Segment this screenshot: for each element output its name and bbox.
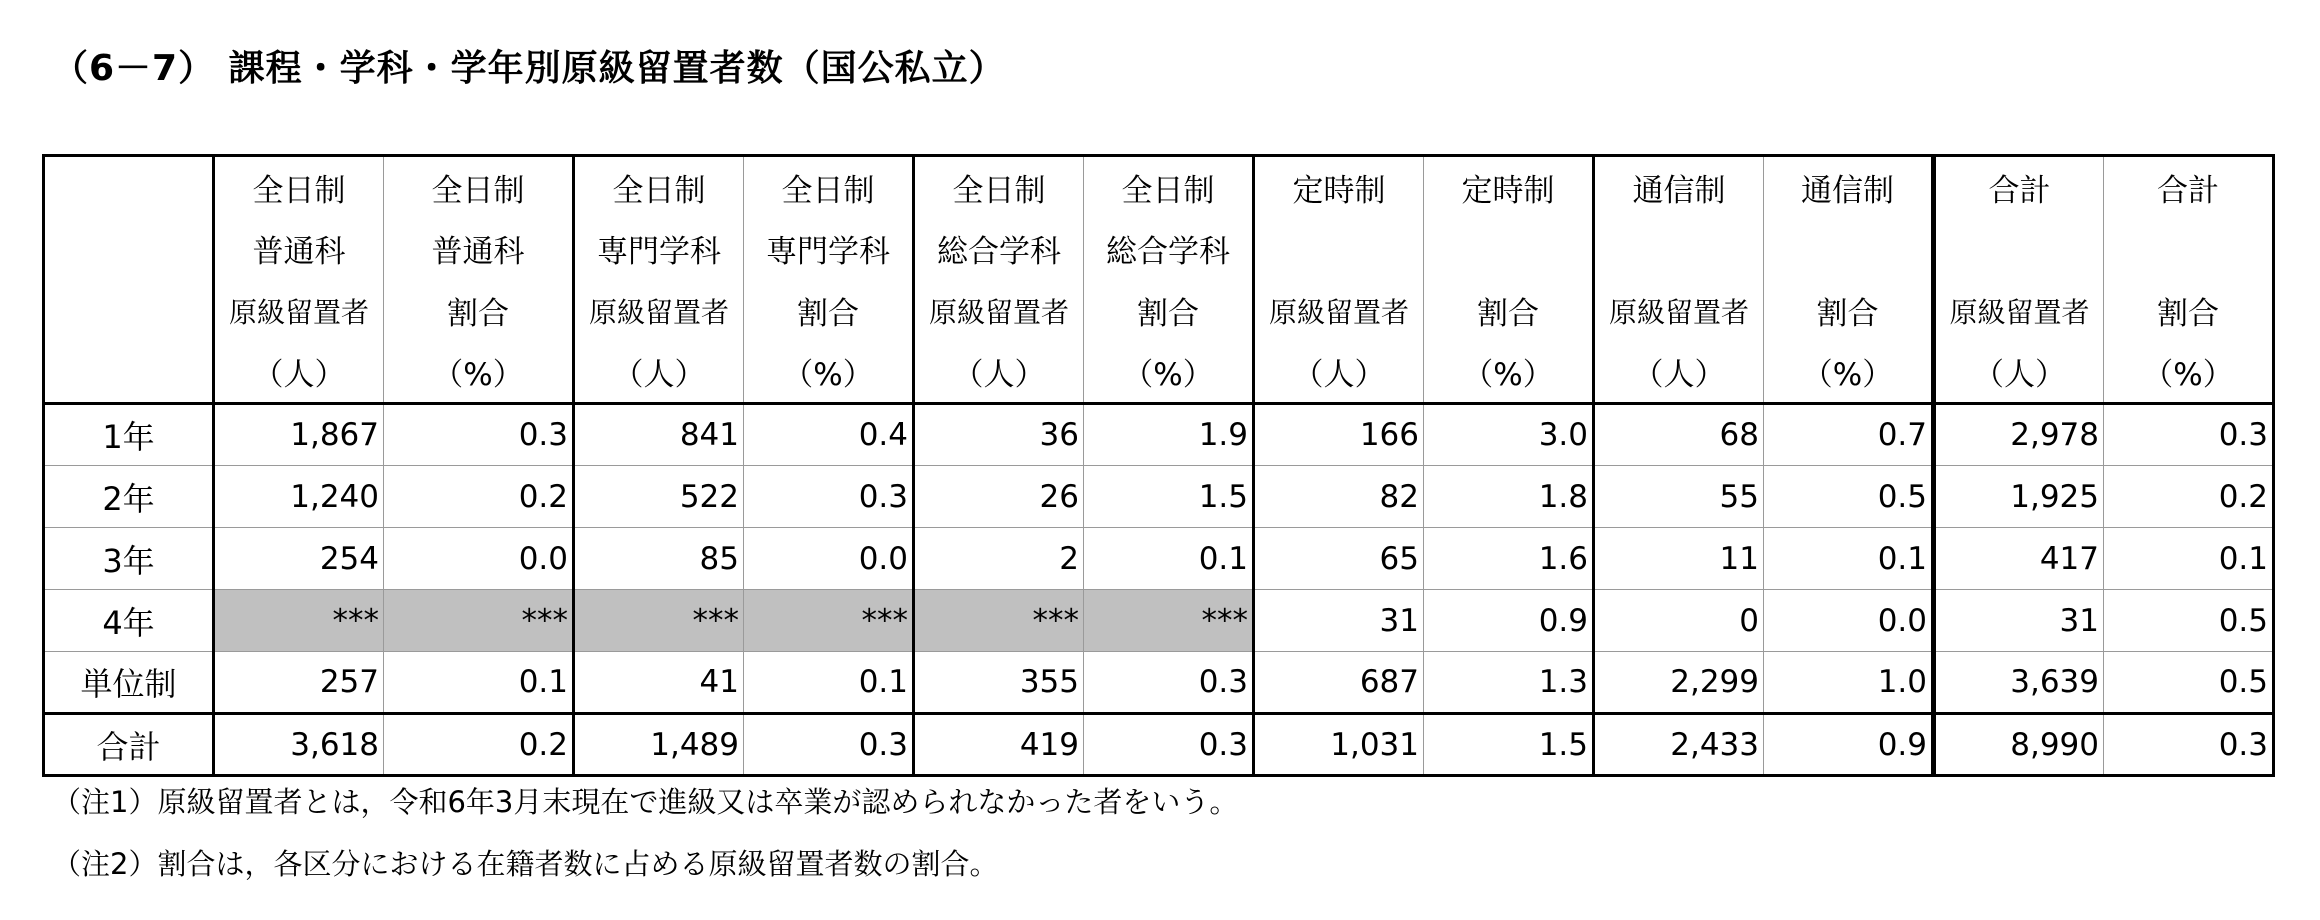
table-cell: 65 — [1254, 528, 1424, 590]
table-cell: 36 — [914, 404, 1084, 466]
table-cell: 0.3 — [744, 466, 914, 528]
header-unit-cell: （人） — [1254, 342, 1424, 404]
table-cell: 1.6 — [1424, 528, 1594, 590]
header-department-cell — [1424, 218, 1594, 280]
header-course-cell: 全日制 — [214, 156, 384, 218]
table-cell: 55 — [1594, 466, 1764, 528]
table-cell: 522 — [574, 466, 744, 528]
header-course-cell: 全日制 — [574, 156, 744, 218]
table-cell: 0.9 — [1764, 714, 1934, 776]
header-measure-cell: 原級留置者 — [1934, 280, 2104, 342]
header-course-cell: 定時制 — [1424, 156, 1594, 218]
header-unit-cell: （%） — [744, 342, 914, 404]
header-department-row — [44, 218, 2274, 280]
header-unit-row — [44, 342, 2274, 404]
table-cell: 1,031 — [1254, 714, 1424, 776]
table-cell: 1.9 — [1084, 404, 1254, 466]
row-label: 3年 — [44, 528, 214, 590]
header-unit-cell: （人） — [914, 342, 1084, 404]
table-cell: 257 — [214, 652, 384, 714]
table-cell: 0.3 — [1084, 714, 1254, 776]
table-cell: 0.2 — [2104, 466, 2274, 528]
table-cell: *** — [914, 590, 1084, 652]
table-cell: 0.0 — [744, 528, 914, 590]
table-cell: 0.3 — [1084, 652, 1254, 714]
page-title: （6－7） 課程・学科・学年別原級留置者数（国公私立） — [52, 48, 1006, 89]
corner-cell — [44, 218, 214, 280]
table-cell: 1,867 — [214, 404, 384, 466]
row-label: 単位制 — [44, 652, 214, 714]
table-cell: 1.0 — [1764, 652, 1934, 714]
table-cell: *** — [214, 590, 384, 652]
table-cell: 1.5 — [1424, 714, 1594, 776]
table-cell: 2,433 — [1594, 714, 1764, 776]
table-cell: 0.5 — [2104, 590, 2274, 652]
header-course-cell: 定時制 — [1254, 156, 1424, 218]
table-cell: 0 — [1594, 590, 1764, 652]
note-1: （注1）原級留置者とは，令和6年3月末現在で進級又は卒業が認められなかった者をいう。 — [52, 785, 1239, 819]
table-row — [44, 590, 2274, 652]
row-label: 2年 — [44, 466, 214, 528]
table-cell: 41 — [574, 652, 744, 714]
row-label: 1年 — [44, 404, 214, 466]
header-measure-cell: 割合 — [1084, 280, 1254, 342]
corner-cell — [44, 342, 214, 404]
header-department-cell — [1594, 218, 1764, 280]
header-course-row — [44, 156, 2274, 218]
header-unit-cell: （%） — [1084, 342, 1254, 404]
header-unit-cell: （%） — [1764, 342, 1934, 404]
stats-table — [42, 154, 2275, 777]
table-cell: *** — [384, 590, 574, 652]
header-unit-cell: （人） — [1594, 342, 1764, 404]
table-row — [44, 528, 2274, 590]
table-cell: 1.5 — [1084, 466, 1254, 528]
header-unit-cell: （%） — [1424, 342, 1594, 404]
header-department-cell: 総合学科 — [1084, 218, 1254, 280]
table-cell: 0.0 — [1764, 590, 1934, 652]
table-row — [44, 652, 2274, 714]
header-measure-cell: 原級留置者 — [914, 280, 1084, 342]
corner-cell — [44, 280, 214, 342]
table-cell: 0.5 — [2104, 652, 2274, 714]
table-cell: 355 — [914, 652, 1084, 714]
table-cell: 841 — [574, 404, 744, 466]
table-cell: *** — [574, 590, 744, 652]
table-cell: 417 — [1934, 528, 2104, 590]
table-cell: 1.8 — [1424, 466, 1594, 528]
table-cell: 0.3 — [744, 714, 914, 776]
table-cell: 419 — [914, 714, 1084, 776]
table-cell: 0.3 — [2104, 714, 2274, 776]
table-cell: 1,240 — [214, 466, 384, 528]
row-label: 合計 — [44, 714, 214, 776]
table-cell: 0.3 — [384, 404, 574, 466]
table-cell: 26 — [914, 466, 1084, 528]
header-department-cell: 普通科 — [384, 218, 574, 280]
table-cell: 2,978 — [1934, 404, 2104, 466]
corner-cell — [44, 156, 214, 218]
table-cell: 68 — [1594, 404, 1764, 466]
table-row — [44, 466, 2274, 528]
table-cell: 0.9 — [1424, 590, 1594, 652]
table-cell: 0.1 — [2104, 528, 2274, 590]
header-measure-cell: 割合 — [2104, 280, 2274, 342]
table-row — [44, 404, 2274, 466]
header-measure-row — [44, 280, 2274, 342]
header-measure-cell: 原級留置者 — [574, 280, 744, 342]
table-cell: 0.1 — [1764, 528, 1934, 590]
header-unit-cell: （人） — [574, 342, 744, 404]
table-cell: 3,618 — [214, 714, 384, 776]
table-cell: 0.1 — [1084, 528, 1254, 590]
header-course-cell: 全日制 — [384, 156, 574, 218]
header-department-cell — [2104, 218, 2274, 280]
header-measure-cell: 割合 — [744, 280, 914, 342]
header-course-cell: 合計 — [1934, 156, 2104, 218]
header-measure-cell: 割合 — [384, 280, 574, 342]
table-cell: 0.2 — [384, 466, 574, 528]
table-cell: 0.4 — [744, 404, 914, 466]
header-course-cell: 全日制 — [1084, 156, 1254, 218]
row-label: 4年 — [44, 590, 214, 652]
table-cell: 1,925 — [1934, 466, 2104, 528]
table-cell: 687 — [1254, 652, 1424, 714]
table-cell: 82 — [1254, 466, 1424, 528]
table-cell: *** — [744, 590, 914, 652]
header-course-cell: 通信制 — [1594, 156, 1764, 218]
header-course-cell: 全日制 — [914, 156, 1084, 218]
table-cell: 1,489 — [574, 714, 744, 776]
header-course-cell: 全日制 — [744, 156, 914, 218]
note-2: （注2）割合は，各区分における在籍者数に占める原級留置者数の割合。 — [52, 847, 999, 881]
header-unit-cell: （人） — [214, 342, 384, 404]
header-unit-cell: （%） — [2104, 342, 2274, 404]
table-cell: 2,299 — [1594, 652, 1764, 714]
header-department-cell — [1254, 218, 1424, 280]
table-cell: 3,639 — [1934, 652, 2104, 714]
header-unit-cell: （%） — [384, 342, 574, 404]
header-department-cell — [1934, 218, 2104, 280]
table-cell: 3.0 — [1424, 404, 1594, 466]
header-department-cell: 専門学科 — [744, 218, 914, 280]
table-cell: 31 — [1934, 590, 2104, 652]
table-cell: 0.5 — [1764, 466, 1934, 528]
header-measure-cell: 割合 — [1764, 280, 1934, 342]
header-department-cell — [1764, 218, 1934, 280]
header-department-cell: 総合学科 — [914, 218, 1084, 280]
table-cell: 11 — [1594, 528, 1764, 590]
table-cell: 166 — [1254, 404, 1424, 466]
header-department-cell: 普通科 — [214, 218, 384, 280]
header-measure-cell: 原級留置者 — [1254, 280, 1424, 342]
header-department-cell: 専門学科 — [574, 218, 744, 280]
table-cell: 1.3 — [1424, 652, 1594, 714]
table-cell: *** — [1084, 590, 1254, 652]
table-cell: 85 — [574, 528, 744, 590]
header-course-cell: 合計 — [2104, 156, 2274, 218]
header-measure-cell: 原級留置者 — [214, 280, 384, 342]
header-measure-cell: 原級留置者 — [1594, 280, 1764, 342]
table-cell: 0.1 — [384, 652, 574, 714]
table-cell: 254 — [214, 528, 384, 590]
table-cell: 2 — [914, 528, 1084, 590]
table-cell: 0.7 — [1764, 404, 1934, 466]
table-cell: 0.2 — [384, 714, 574, 776]
table-cell: 0.3 — [2104, 404, 2274, 466]
table-cell: 0.0 — [384, 528, 574, 590]
table-cell: 8,990 — [1934, 714, 2104, 776]
header-measure-cell: 割合 — [1424, 280, 1594, 342]
table-cell: 0.1 — [744, 652, 914, 714]
table-cell: 31 — [1254, 590, 1424, 652]
header-course-cell: 通信制 — [1764, 156, 1934, 218]
total-row — [44, 714, 2274, 776]
header-unit-cell: （人） — [1934, 342, 2104, 404]
